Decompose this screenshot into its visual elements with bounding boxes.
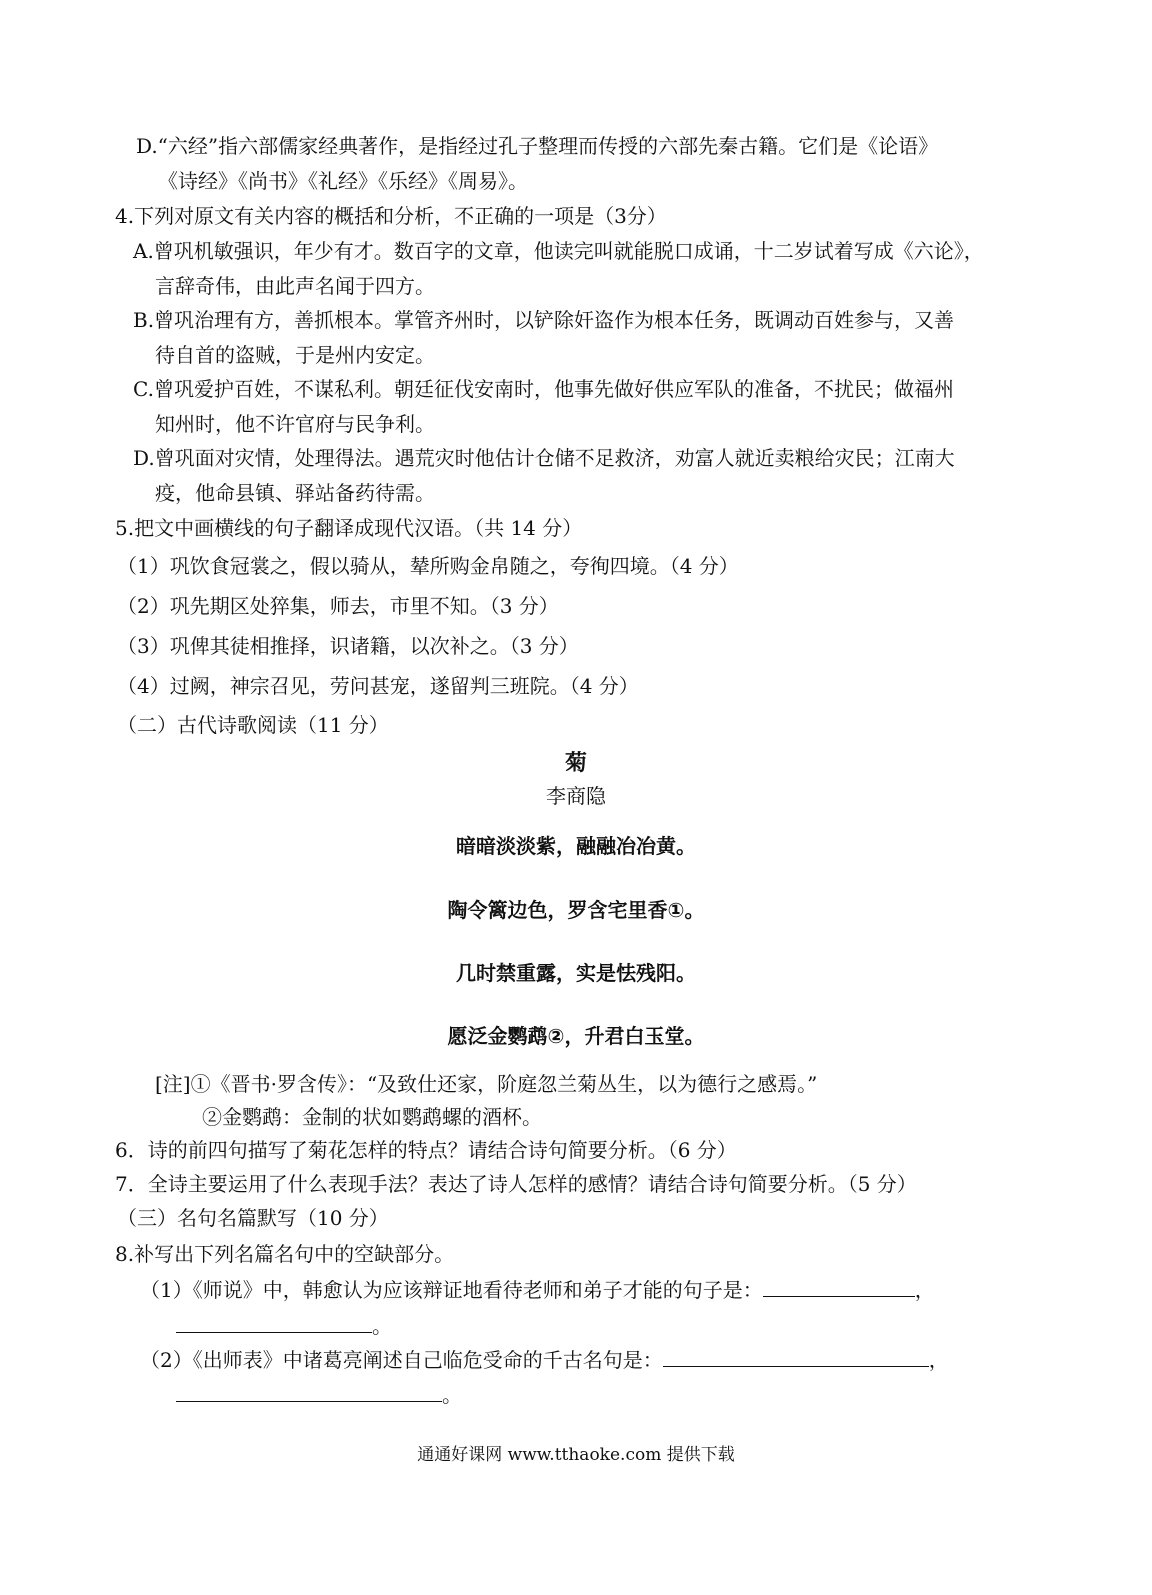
q8-item-2 bbox=[140, 1345, 949, 1375]
q8-item-1-text: （1）《师说》中，韩愈认为应该辩证地看待老师和弟子才能的句子是： bbox=[140, 1278, 763, 1302]
q8-item-1-period: 。 bbox=[372, 1314, 392, 1338]
q8-item-2-period: 。 bbox=[442, 1383, 462, 1407]
q4-stem: 4.下列对原文有关内容的概括和分析，不正确的一项是（3分） bbox=[115, 204, 667, 228]
q8-item-2-cont bbox=[176, 1380, 462, 1410]
q5-stem: 5.把文中画横线的句子翻译成现代汉语。（共 14 分） bbox=[115, 516, 583, 540]
q8-item-1 bbox=[140, 1275, 935, 1305]
q8-item-1-blank-b[interactable] bbox=[176, 1314, 372, 1333]
section2-heading: （二）古代诗歌阅读（11 分） bbox=[117, 713, 389, 737]
q8-item-2-blank-a[interactable] bbox=[663, 1348, 929, 1367]
q4-option-a-line1: A.曾巩机敏强识，年少有才。数百字的文章，他读完叫就能脱口成诵，十二岁试着写成《六论》， bbox=[133, 239, 984, 263]
poem-line-1: 暗暗淡淡紫，融融冶冶黄。 bbox=[456, 834, 696, 858]
q8-item-2-blank-b[interactable] bbox=[176, 1383, 442, 1402]
poem-note-2: ②金鹦鹉：金制的状如鹦鹉螺的酒杯。 bbox=[202, 1105, 542, 1129]
q4-option-b-line1: B.曾巩治理有方，善抓根本。掌管齐州时，以铲除奸盗作为根本任务，既调动百姓参与，又善 bbox=[133, 308, 955, 332]
q5-sentence-3: （3）巩俾其徒相推择，识诸籍，以次补之。（3 分） bbox=[117, 634, 579, 658]
poem-line-3: 几时禁重露，实是怯残阳。 bbox=[456, 961, 696, 985]
q4-option-c-line2: 知州时，他不许官府与民争利。 bbox=[155, 412, 435, 436]
q5-sentence-4: （4）过阙，神宗召见，劳问甚宠，遂留判三班院。（4 分） bbox=[117, 674, 639, 698]
poem-line-4: 愿泛金鹦鹉②，升君白玉堂。 bbox=[447, 1024, 705, 1048]
poem-line-2: 陶令篱边色，罗含宅里香①。 bbox=[447, 898, 705, 922]
poem-title: 菊 bbox=[564, 751, 587, 776]
poem-note-1: [注]①《晋书·罗含传》：“及致仕还家，阶庭忽兰菊丛生，以为德行之感焉。” bbox=[155, 1072, 818, 1096]
q4-option-b-line2: 待自首的盗贼，于是州内安定。 bbox=[155, 343, 435, 367]
q8-item-1-cont bbox=[176, 1311, 392, 1341]
q3-option-d-line1: D.“六经”指六部儒家经典著作，是指经过孔子整理而传授的六部先秦古籍。它们是《论语》 bbox=[136, 134, 939, 158]
section3-heading: （三）名句名篇默写（10 分） bbox=[117, 1206, 389, 1230]
q4-option-a-line2: 言辞奇伟，由此声名闻于四方。 bbox=[155, 274, 435, 298]
q8-item-1-blank-a[interactable] bbox=[763, 1278, 915, 1297]
q6-stem: 6．诗的前四句描写了菊花怎样的特点？请结合诗句简要分析。（6 分） bbox=[115, 1138, 737, 1162]
q8-item-1-comma: ， bbox=[914, 1278, 935, 1302]
q8-stem: 8.补写出下列名篇名句中的空缺部分。 bbox=[115, 1242, 455, 1266]
q8-item-2-text: （2）《出师表》中诸葛亮阐述自己临危受命的千古名句是： bbox=[140, 1348, 663, 1372]
q5-sentence-1: （1）巩饮食冠裳之，假以骑从，辇所购金帛随之，夸徇四境。（4 分） bbox=[117, 554, 739, 578]
q5-sentence-2: （2）巩先期区处猝集，师去，市里不知。（3 分） bbox=[117, 594, 559, 618]
page-footer: 通通好课网 www.tthaoke.com 提供下载 bbox=[417, 1445, 735, 1465]
q7-stem: 7．全诗主要运用了什么表现手法？表达了诗人怎样的感情？请结合诗句简要分析。（5 分） bbox=[115, 1172, 917, 1196]
q8-item-2-comma: ， bbox=[928, 1348, 949, 1372]
poem-author: 李商隐 bbox=[546, 784, 606, 808]
q4-option-c-line1: C.曾巩爱护百姓，不谋私利。朝廷征伐安南时，他事先做好供应军队的准备，不扰民；做福州 bbox=[133, 377, 954, 401]
q4-option-d-line2: 疫，他命县镇、驿站备药待需。 bbox=[155, 481, 435, 505]
q3-option-d-line2: 《诗经》《尚书》《礼经》《乐经》《周易》。 bbox=[158, 169, 528, 193]
q4-option-d-line1: D.曾巩面对灾情，处理得法。遇荒灾时他估计仓储不足救济，劝富人就近卖粮给灾民；江南大 bbox=[133, 446, 955, 470]
